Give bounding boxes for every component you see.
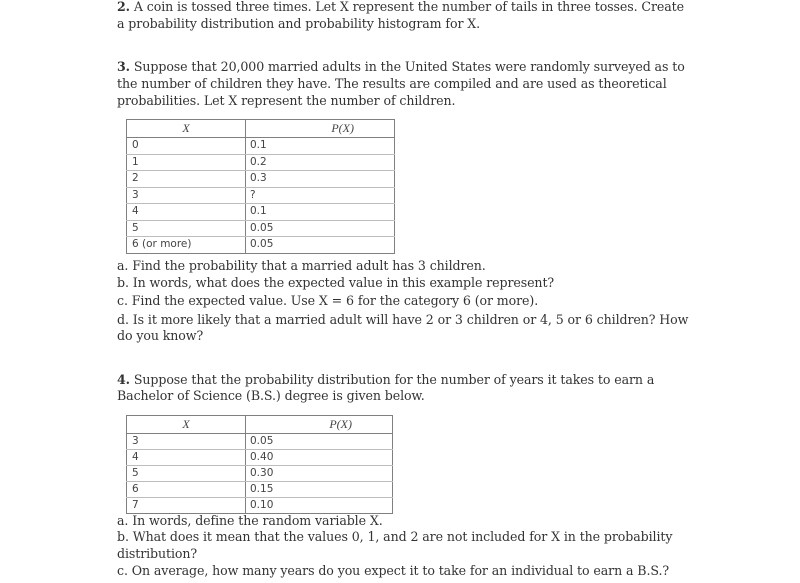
question-4-part-c: c. On average, how many years do you expect it to take for an individual to earn a B.S.? — [117, 563, 669, 578]
cell-x: 7 — [127, 498, 246, 514]
question-2-line-1 — [117, 0, 684, 16]
cell-px: ? — [246, 187, 395, 204]
table-row — [127, 204, 395, 221]
question-3-part-d-line-1: d. Is it more likely that a married adult will have 2 or 3 children or 4, 5 or 6 children? How — [117, 312, 689, 327]
cell-px: 0.10 — [246, 498, 393, 514]
table-row — [127, 220, 395, 237]
question-3-part-d-line-2: do you know? — [117, 328, 204, 343]
table-row — [127, 154, 395, 171]
question-2-line-2: a probability distribution and probability histogram for X. — [117, 16, 481, 31]
cell-px: 0.05 — [246, 237, 395, 254]
question-3-part-b: b. In words, what does the expected value in this example represent? — [117, 275, 555, 290]
table-header-row — [127, 416, 393, 434]
cell-px: 0.1 — [246, 204, 395, 221]
question-3-line-1 — [117, 59, 685, 76]
cell-x: 3 — [127, 187, 246, 204]
table-row — [127, 138, 395, 155]
question-2-number: 2. — [117, 0, 130, 14]
cell-px: 0.05 — [246, 220, 395, 237]
header-x: X — [127, 416, 246, 434]
cell-px: 0.40 — [246, 450, 393, 466]
table-header-row — [127, 120, 395, 138]
table-row — [127, 237, 395, 254]
question-4-number: 4. — [117, 372, 130, 387]
cell-px: 0.30 — [246, 466, 393, 482]
question-4-text: Suppose that the probability distribution for the number of years it takes to earn a — [133, 372, 655, 387]
question-2-text: A coin is tossed three times. Let X represent the number of tails in three tosses. Create — [133, 0, 684, 14]
table-row — [127, 450, 393, 466]
question-4-part-a: a. In words, define the random variable X. — [117, 513, 383, 528]
question-3-line-2: the number of children they have. The results are compiled and are used as theoretical — [117, 76, 667, 91]
question-3-line-3: probabilities. Let X represent the number of children. — [117, 93, 456, 108]
header-px: P(X) — [246, 120, 395, 138]
cell-x: 5 — [127, 220, 246, 237]
table-row — [127, 466, 393, 482]
question-4-line-1 — [117, 372, 654, 389]
cell-px: 0.3 — [246, 171, 395, 188]
cell-px: 0.2 — [246, 154, 395, 171]
table-row — [127, 482, 393, 498]
table-row — [127, 187, 395, 204]
question-4-part-b-line-1: b. What does it mean that the values 0, 1, and 2 are not included for X in the probability — [117, 529, 673, 544]
cell-x: 1 — [127, 154, 246, 171]
table-row — [127, 171, 395, 188]
cell-x: 6 (or more) — [127, 237, 246, 254]
cell-px: 0.05 — [246, 434, 393, 450]
cell-x: 6 — [127, 482, 246, 498]
question-4-part-b-line-2: distribution? — [117, 546, 198, 561]
question-3-part-a: a. Find the probability that a married adult has 3 children. — [117, 258, 486, 273]
table-row — [127, 434, 393, 450]
cell-x: 0 — [127, 138, 246, 155]
cell-x: 4 — [127, 204, 246, 221]
cell-px: 0.15 — [246, 482, 393, 498]
cell-x: 3 — [127, 434, 246, 450]
cell-x: 5 — [127, 466, 246, 482]
cell-x: 4 — [127, 450, 246, 466]
header-px: P(X) — [246, 416, 393, 434]
header-x: X — [127, 120, 246, 138]
bs-years-probability-table — [126, 415, 393, 514]
table-row — [127, 498, 393, 514]
question-3-text: Suppose that 20,000 married adults in the United States were randomly surveyed as to — [133, 59, 685, 74]
question-3-part-c: c. Find the expected value. Use X = 6 for the category 6 (or more). — [117, 293, 539, 308]
cell-x: 2 — [127, 171, 246, 188]
cell-px: 0.1 — [246, 138, 395, 155]
question-3-number: 3. — [117, 59, 130, 74]
children-probability-table — [126, 119, 395, 254]
question-4-line-2: Bachelor of Science (B.S.) degree is given below. — [117, 388, 425, 403]
